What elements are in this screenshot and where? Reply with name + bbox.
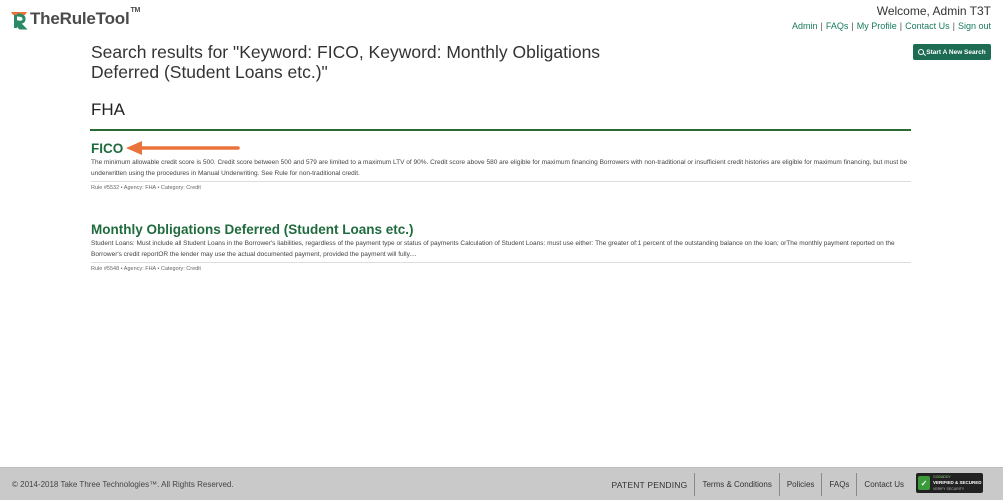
nav-sign-out[interactable]: Sign out [957, 21, 991, 31]
logo[interactable] [9, 8, 140, 30]
result-meta: Rule #5548 • Agency: FHA • Category: Credit [91, 266, 201, 272]
result-item [91, 222, 911, 272]
result-divider [91, 262, 911, 263]
nav-contact-us[interactable]: Contact Us [905, 21, 950, 31]
result-meta: Rule #5532 • Agency: FHA • Category: Credit [91, 185, 201, 191]
page-title: Search results for "Keyword: FICO, Keyword: Monthly Obligations Deferred (Student Loans etc.)" [91, 42, 601, 82]
top-nav: Admin | FAQs | My Profile | Contact Us | Sign out [792, 21, 991, 31]
patent-pending-label: PATENT PENDING [611, 479, 688, 490]
result-description: Student Loans: Must include all Student Loans in the Borrower's liabilities, regardless of the payment type or status of payments Calculation of Student Loans: must use either: The greater of:1 percent of the outstanding balance on the loan; orThe monthly payment reported on the Borrower's credit reportOR the lender may use the actual documented payment, provided the payment will fully.... [91, 240, 895, 258]
rule-tool-logo-icon [9, 8, 29, 30]
footer-link-contact-us[interactable]: Contact Us [856, 473, 911, 496]
security-shield-icon: ✓ [918, 476, 930, 490]
arrow-left-icon [126, 141, 240, 155]
start-new-search-label: Start A New Search [926, 48, 986, 56]
footer-link-faqs[interactable]: FAQs [821, 473, 856, 496]
security-badge[interactable] [916, 473, 983, 493]
footer-links [604, 473, 911, 496]
nav-faqs[interactable]: FAQs [825, 21, 849, 31]
result-title-link[interactable]: Monthly Obligations Deferred (Student Loans etc.) [91, 222, 414, 237]
footer [0, 467, 1003, 500]
start-new-search-button[interactable] [913, 44, 991, 60]
search-icon [918, 49, 924, 55]
copyright: © 2014-2018 Take Three Technologies™. All Rights Reserved. [12, 480, 234, 489]
welcome-message: Welcome, Admin T3T [876, 4, 991, 18]
badge-text: GODADDY VERIFIED & SECURED VERIFY SECURITY [933, 475, 982, 491]
logo-text: TheRuleTool™ [30, 7, 141, 28]
result-description: The minimum allowable credit score is 500. Credit score between 500 and 579 are limited to a maximum LTV of 90%. Credit score above 580 are eligible for maximum financing Borrowers with non-traditional or insufficient credit histories are eligible for maximum financing, but must be underwritten using the procedures in Manual Underwriting. See Rule for non-traditional credit. [91, 159, 908, 177]
footer-link-terms[interactable]: Terms & Conditions [694, 473, 778, 496]
footer-link-policies[interactable]: Policies [779, 473, 822, 496]
result-divider [91, 181, 911, 182]
nav-admin[interactable]: Admin [792, 21, 818, 31]
result-title-link[interactable]: FICO [91, 141, 124, 156]
nav-my-profile[interactable]: My Profile [856, 21, 897, 31]
section-divider [90, 129, 911, 131]
agency-heading: FHA [91, 100, 125, 119]
